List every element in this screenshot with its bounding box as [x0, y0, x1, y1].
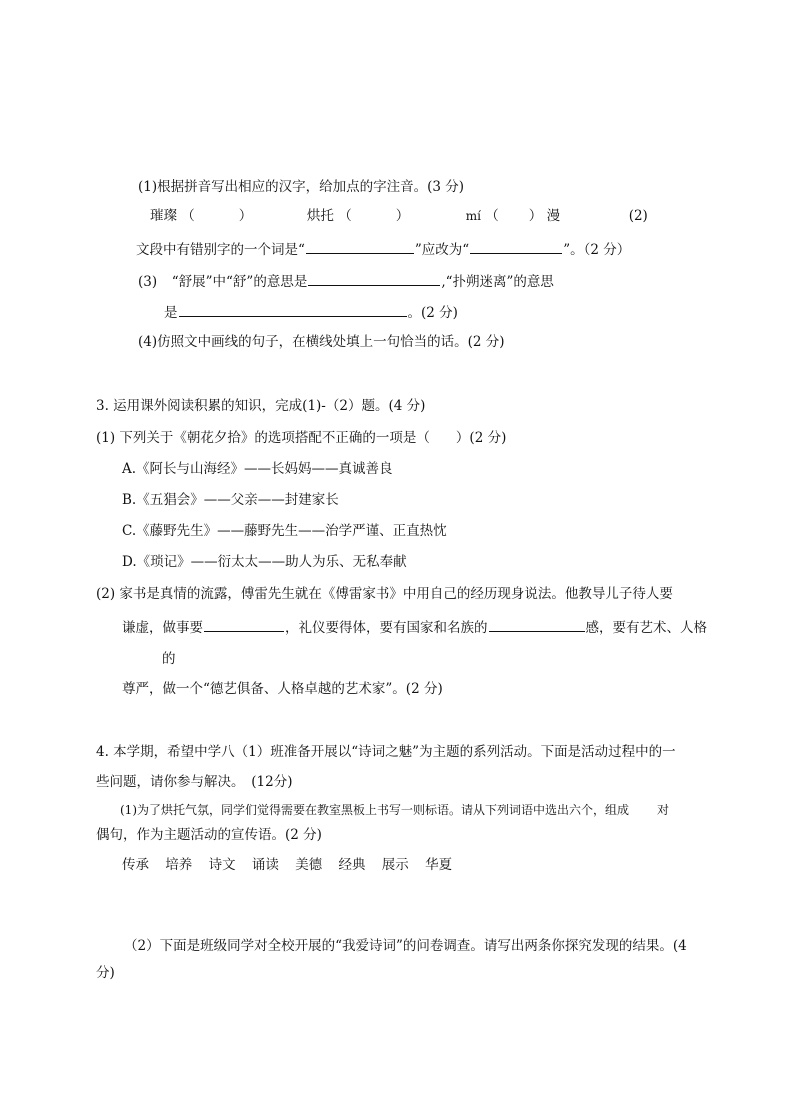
q4-sub2-line2: 分)	[96, 965, 115, 981]
q3-sub2-line2-b: ，礼仪要得体，要有国家和名族的	[285, 620, 488, 636]
q4-word: 经典	[338, 857, 366, 873]
q3-sub2-line2-a: 谦虚，做事要	[122, 620, 203, 636]
q3-sub2-blank-2[interactable]	[489, 617, 585, 632]
q4-sub1-line1-b: 对	[657, 803, 670, 817]
q2-sub2-a: 文段中有错别字的一个词是“	[136, 242, 305, 258]
q2-sub1: (1)根据拼音写出相应的汉字，给加点的字注音。(3 分)	[138, 179, 465, 195]
q2-sub3-c: 是	[164, 305, 178, 321]
q3-option-d: D.《琐记》——衍太太——助人为乐、无私奉献	[122, 554, 407, 570]
q3-sub1-a: (1) 下列关于《朝花夕拾》的选项搭配不正确的一项是（	[96, 430, 430, 446]
q3-sub1-b: ）(2 分)	[455, 430, 507, 446]
q2-sub3-blank-1[interactable]	[308, 271, 440, 286]
q4-word: 诵读	[251, 857, 279, 873]
q4-sub1-line2: 偶句，作为主题活动的宣传语。(2 分)	[96, 827, 322, 843]
q2-item-b: 烘托	[306, 208, 334, 224]
q2-item-c-tail: 漫	[546, 208, 561, 224]
q4-word: 美德	[295, 857, 323, 873]
q2-pinyin-row	[150, 207, 648, 225]
q3-sub2-line2	[122, 617, 707, 637]
q2-sub3-cont	[164, 302, 458, 322]
q3-sub2-line3: 的	[162, 651, 176, 667]
q2-sub2	[136, 239, 630, 259]
q2-sub3-blank-2[interactable]	[179, 302, 407, 317]
q4-sub1-line1	[120, 801, 669, 819]
q2-sub2-blank-1[interactable]	[306, 239, 414, 254]
q4-word: 华夏	[425, 857, 453, 873]
q2-sub2-blank-2[interactable]	[470, 239, 562, 254]
q2-item-a-blank: （ ）	[181, 208, 253, 224]
q4-word: 展示	[381, 857, 409, 873]
q2-sub3-a: “舒展”中“舒”的意思是	[171, 274, 308, 290]
q3-sub2-line4: 尊严，做一个“德艺俱备、人格卓越的艺术家”。(2 分)	[122, 681, 443, 697]
q4-word: 诗文	[208, 857, 236, 873]
q3-title: 3. 运用课外阅读积累的知识，完成(1)-（2）题。(4 分)	[96, 398, 426, 414]
q3-option-c: C.《藤野先生》——藤野先生——治学严谨、正直热忱	[122, 523, 447, 539]
q4-word: 传承	[122, 857, 149, 873]
q2-sub3-d: 。(2 分)	[407, 305, 458, 321]
q3-sub2-blank-1[interactable]	[204, 617, 284, 632]
q2-sub3	[138, 271, 554, 291]
q2-sub4: (4)仿照文中画线的句子，在横线处填上一句恰当的话。(2 分)	[138, 334, 505, 350]
q2-sub2-b: ”应改为“	[414, 242, 470, 258]
q2-item-c: mí	[465, 209, 481, 223]
q3-sub2-line2-c: 感，要有艺术、人格	[585, 620, 707, 636]
q3-sub1	[96, 429, 506, 447]
q4-title-line2: 些问题，请你参与解决。 (12分)	[96, 774, 293, 790]
q2-sub3-label: (3)	[138, 274, 158, 290]
q3-option-a: A.《阿长与山海经》——长妈妈——真诚善良	[122, 461, 393, 477]
q2-sub3-b: ,“扑朔迷离”的意思	[441, 274, 554, 290]
q3-sub2-line1: (2) 家书是真情的流露，傅雷先生就在《傅雷家书》中用自己的经历现身说法。他教导儿子待人要	[96, 586, 673, 602]
q2-item-c-blank: （ ）	[485, 208, 543, 224]
q2-sub2-c: ”。（2 分）	[563, 242, 631, 258]
q3-option-b: B.《五猖会》——父亲——封建家长	[122, 492, 339, 508]
q4-sub2-line1: （2）下面是班级同学对全校开展的“我爱诗词”的问卷调查。请写出两条你探究发现的结果。(4	[124, 938, 687, 954]
q2-item-b-blank: （ ）	[338, 208, 410, 224]
q4-sub1-line1-a: (1)为了烘托气氛，同学们觉得需要在教室黑板上书写一则标语。请从下列词语中选出六个，组成	[120, 803, 630, 817]
q4-word-list	[122, 856, 452, 874]
q4-title-line1: 4. 本学期，希望中学八（1）班准备开展以“诗词之魅”为主题的系列活动。下面是活动过程中的一	[96, 744, 676, 760]
q4-word: 培养	[165, 857, 193, 873]
q2-sub2-label: (2)	[628, 208, 648, 224]
q2-item-a: 璀璨	[150, 208, 177, 224]
